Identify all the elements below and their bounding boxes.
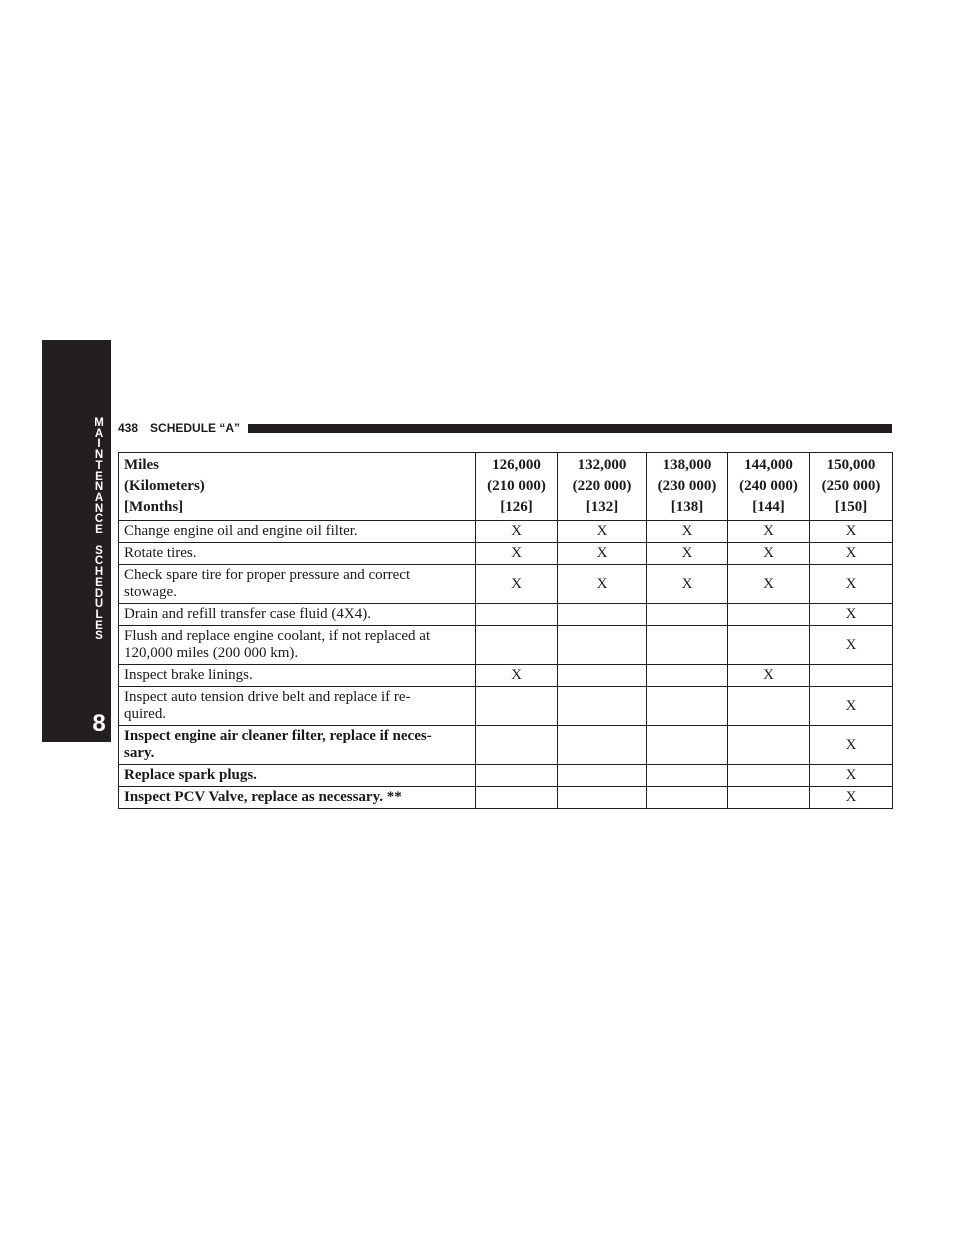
- interval-mark-cell: X: [476, 665, 558, 687]
- task-cell: [119, 604, 476, 626]
- interval-mark-cell: [728, 626, 810, 665]
- chapter-tab-letter: U: [94, 598, 104, 611]
- interval-mark-cell: X: [728, 565, 810, 604]
- chapter-tab-letter: M: [94, 417, 104, 429]
- task-text-line: sary.: [124, 745, 155, 761]
- interval-mark-cell: [476, 687, 558, 726]
- interval-mark-cell: X: [558, 543, 647, 565]
- page-number: 438: [118, 421, 139, 435]
- interval-mark-cell: [647, 687, 728, 726]
- section-title: SCHEDULE “A”: [150, 421, 241, 435]
- interval-mark-cell: [647, 665, 728, 687]
- chapter-tab-letter: N: [94, 502, 104, 515]
- interval-mark-cell: [810, 665, 893, 687]
- interval-mark-cell: [728, 787, 810, 809]
- task-cell: [119, 726, 476, 765]
- interval-miles: 144,000: [744, 457, 793, 473]
- task-text-line: Inspect brake linings.: [124, 667, 253, 683]
- page-header: [118, 420, 892, 436]
- chapter-tab-letter: E: [95, 619, 103, 632]
- interval-mark-cell: X: [810, 626, 893, 665]
- chapter-tab-letter: E: [95, 576, 103, 589]
- interval-mark-cell: [647, 787, 728, 809]
- table-row: [119, 565, 893, 604]
- chapter-tab-letter: I: [97, 438, 101, 451]
- interval-mark-cell: X: [810, 543, 893, 565]
- chapter-tab-letter: E: [95, 524, 103, 537]
- interval-mark-cell: [558, 626, 647, 665]
- chapter-tab-letter: E: [95, 470, 103, 483]
- interval-mark-cell: X: [647, 521, 728, 543]
- table-row: [119, 626, 893, 665]
- interval-mark-cell: [647, 626, 728, 665]
- interval-mark-cell: X: [647, 565, 728, 604]
- task-column-header: [119, 453, 476, 521]
- interval-mark-cell: X: [810, 765, 893, 787]
- chapter-tab-letter: N: [94, 449, 104, 462]
- chapter-tab-label: [88, 418, 110, 642]
- interval-mark-cell: X: [810, 687, 893, 726]
- interval-months: [138]: [670, 499, 704, 515]
- task-cell: [119, 543, 476, 565]
- interval-mark-cell: X: [476, 521, 558, 543]
- interval-miles: 138,000: [662, 457, 712, 473]
- table-row: [119, 726, 893, 765]
- interval-months: [132]: [585, 499, 619, 515]
- header-kilometers: (Kilometers): [124, 478, 205, 494]
- interval-mark-cell: [476, 626, 558, 665]
- interval-mark-cell: [728, 687, 810, 726]
- table-body: [119, 521, 893, 809]
- interval-column-header: [728, 453, 810, 521]
- header-rule: [248, 424, 892, 433]
- chapter-tab-letter: C: [94, 513, 104, 526]
- chapter-tab-letter: S: [95, 544, 103, 557]
- interval-km: (230 000): [657, 478, 717, 494]
- task-cell: [119, 665, 476, 687]
- interval-mark-cell: X: [810, 726, 893, 765]
- header-miles: Miles: [124, 457, 159, 473]
- table-row: [119, 765, 893, 787]
- interval-mark-cell: [647, 765, 728, 787]
- task-text-line: Inspect auto tension drive belt and replace if re-: [124, 689, 411, 705]
- interval-mark-cell: [558, 726, 647, 765]
- interval-mark-cell: X: [810, 521, 893, 543]
- interval-mark-cell: X: [728, 543, 810, 565]
- table-row: [119, 687, 893, 726]
- interval-mark-cell: [476, 604, 558, 626]
- chapter-tab-letter: A: [94, 491, 104, 504]
- chapter-tab-letter: A: [94, 427, 104, 440]
- chapter-tab-letter: L: [95, 608, 103, 621]
- table-row: [119, 665, 893, 687]
- interval-mark-cell: X: [728, 665, 810, 687]
- interval-mark-cell: X: [728, 521, 810, 543]
- interval-mark-cell: X: [558, 521, 647, 543]
- interval-km: (220 000): [572, 478, 632, 494]
- interval-mark-cell: X: [476, 543, 558, 565]
- task-cell: [119, 521, 476, 543]
- task-cell: [119, 626, 476, 665]
- interval-mark-cell: [728, 726, 810, 765]
- table-row: [119, 604, 893, 626]
- task-cell: [119, 565, 476, 604]
- interval-mark-cell: X: [810, 604, 893, 626]
- task-text-line: 120,000 miles (200 000 km).: [124, 645, 299, 661]
- interval-months: [144]: [752, 499, 785, 515]
- interval-miles: 126,000: [492, 457, 541, 473]
- interval-mark-cell: [558, 604, 647, 626]
- interval-miles: 150,000: [826, 457, 876, 473]
- interval-mark-cell: [647, 726, 728, 765]
- task-text-line: Rotate tires.: [124, 545, 197, 561]
- interval-months: [150]: [834, 499, 868, 515]
- task-text-line: Change engine oil and engine oil filter.: [124, 523, 358, 539]
- task-text-line: quired.: [124, 706, 167, 722]
- chapter-tab-letter: D: [94, 587, 104, 600]
- interval-mark-cell: [647, 604, 728, 626]
- chapter-tab-letter: N: [94, 481, 104, 494]
- task-cell: [119, 765, 476, 787]
- task-text-line: Inspect PCV Valve, replace as necessary. **: [124, 789, 402, 805]
- task-text-line: Replace spark plugs.: [124, 767, 257, 783]
- chapter-tab-letter: C: [94, 555, 104, 568]
- interval-mark-cell: [476, 787, 558, 809]
- interval-column-header: [810, 453, 893, 521]
- interval-mark-cell: X: [810, 787, 893, 809]
- interval-mark-cell: X: [558, 565, 647, 604]
- interval-km: (240 000): [739, 478, 798, 494]
- interval-miles: 132,000: [577, 457, 627, 473]
- table-row: [119, 787, 893, 809]
- interval-months: [126]: [500, 499, 533, 515]
- chapter-tab-letter: H: [94, 566, 104, 579]
- interval-column-header: [647, 453, 728, 521]
- chapter-number: 8: [92, 710, 106, 737]
- interval-mark-cell: [558, 665, 647, 687]
- header-months: [Months]: [124, 499, 184, 515]
- chapter-tab-letter: S: [95, 630, 103, 643]
- table-header-row: [119, 453, 893, 521]
- task-text-line: Flush and replace engine coolant, if not replaced at: [124, 628, 431, 644]
- interval-mark-cell: [728, 765, 810, 787]
- table-row: [119, 521, 893, 543]
- interval-km: (250 000): [821, 478, 881, 494]
- task-cell: [119, 787, 476, 809]
- interval-mark-cell: [476, 726, 558, 765]
- interval-mark-cell: [476, 765, 558, 787]
- interval-mark-cell: [558, 765, 647, 787]
- interval-km: (210 000): [487, 478, 546, 494]
- task-text-line: Check spare tire for proper pressure and correct: [124, 567, 411, 583]
- interval-mark-cell: X: [647, 543, 728, 565]
- interval-mark-cell: [558, 687, 647, 726]
- interval-mark-cell: [558, 787, 647, 809]
- interval-column-header: [476, 453, 558, 521]
- maintenance-schedule-table: [118, 452, 893, 809]
- interval-column-header: [558, 453, 647, 521]
- interval-mark-cell: X: [476, 565, 558, 604]
- task-text-line: Inspect engine air cleaner filter, replace if neces-: [124, 728, 432, 744]
- interval-mark-cell: X: [810, 565, 893, 604]
- task-text-line: Drain and refill transfer case fluid (4X4).: [124, 606, 371, 622]
- chapter-tab-letter: T: [95, 459, 103, 472]
- task-cell: [119, 687, 476, 726]
- interval-mark-cell: [728, 604, 810, 626]
- table-row: [119, 543, 893, 565]
- task-text-line: stowage.: [124, 584, 177, 600]
